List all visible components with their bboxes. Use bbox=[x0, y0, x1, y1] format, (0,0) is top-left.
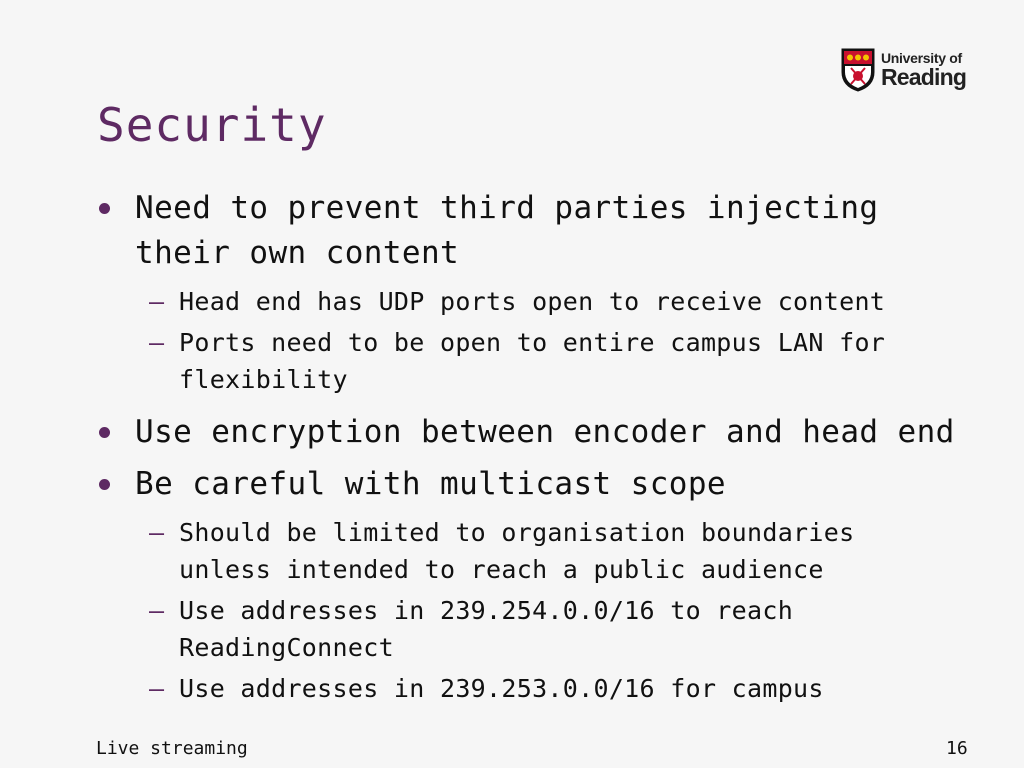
sub-bullet-text: Should be limited to organisation boundaries unless intended to reach a public audience bbox=[179, 518, 855, 584]
logo-line-2: Reading bbox=[881, 64, 967, 90]
bullet-item bbox=[97, 186, 957, 276]
sub-bullet-item bbox=[97, 670, 957, 707]
bullet-text: Be careful with multicast scope bbox=[135, 466, 726, 502]
bullet-item bbox=[97, 410, 957, 455]
bullet-icon bbox=[99, 479, 110, 490]
bullet-item bbox=[97, 462, 957, 507]
sub-bullet-text: Ports need to be open to entire campus LAN for flexibility bbox=[179, 328, 886, 394]
logo-line-1: University of bbox=[881, 50, 962, 66]
sub-list bbox=[97, 283, 957, 398]
bullet-text: Use encryption between encoder and head end bbox=[135, 414, 955, 450]
sub-bullet-text: Use addresses in 239.253.0.0/16 for campus bbox=[179, 674, 824, 703]
sub-bullet-item bbox=[97, 324, 957, 398]
dash-icon: – bbox=[149, 287, 165, 316]
sub-bullet-item bbox=[97, 283, 957, 320]
dash-icon: – bbox=[149, 328, 165, 357]
footer-label: Live streaming bbox=[96, 738, 248, 759]
sub-bullet-text: Head end has UDP ports open to receive content bbox=[179, 287, 886, 316]
sub-bullet-item bbox=[97, 514, 957, 588]
slide-title: Security bbox=[97, 98, 327, 152]
sub-bullet-item bbox=[97, 592, 957, 666]
bullet-text: Need to prevent third parties injecting their own content bbox=[135, 190, 879, 271]
bullet-icon bbox=[99, 427, 110, 438]
slide-content bbox=[97, 186, 957, 711]
sub-list bbox=[97, 514, 957, 707]
crest-icon bbox=[841, 48, 875, 92]
dash-icon: – bbox=[149, 674, 165, 703]
university-logo bbox=[841, 47, 977, 93]
page-number: 16 bbox=[946, 738, 968, 759]
dash-icon: – bbox=[149, 596, 165, 625]
dash-icon: – bbox=[149, 518, 165, 547]
bullet-icon bbox=[99, 203, 110, 214]
sub-bullet-text: Use addresses in 239.254.0.0/16 to reach ReadingConnect bbox=[179, 596, 794, 662]
